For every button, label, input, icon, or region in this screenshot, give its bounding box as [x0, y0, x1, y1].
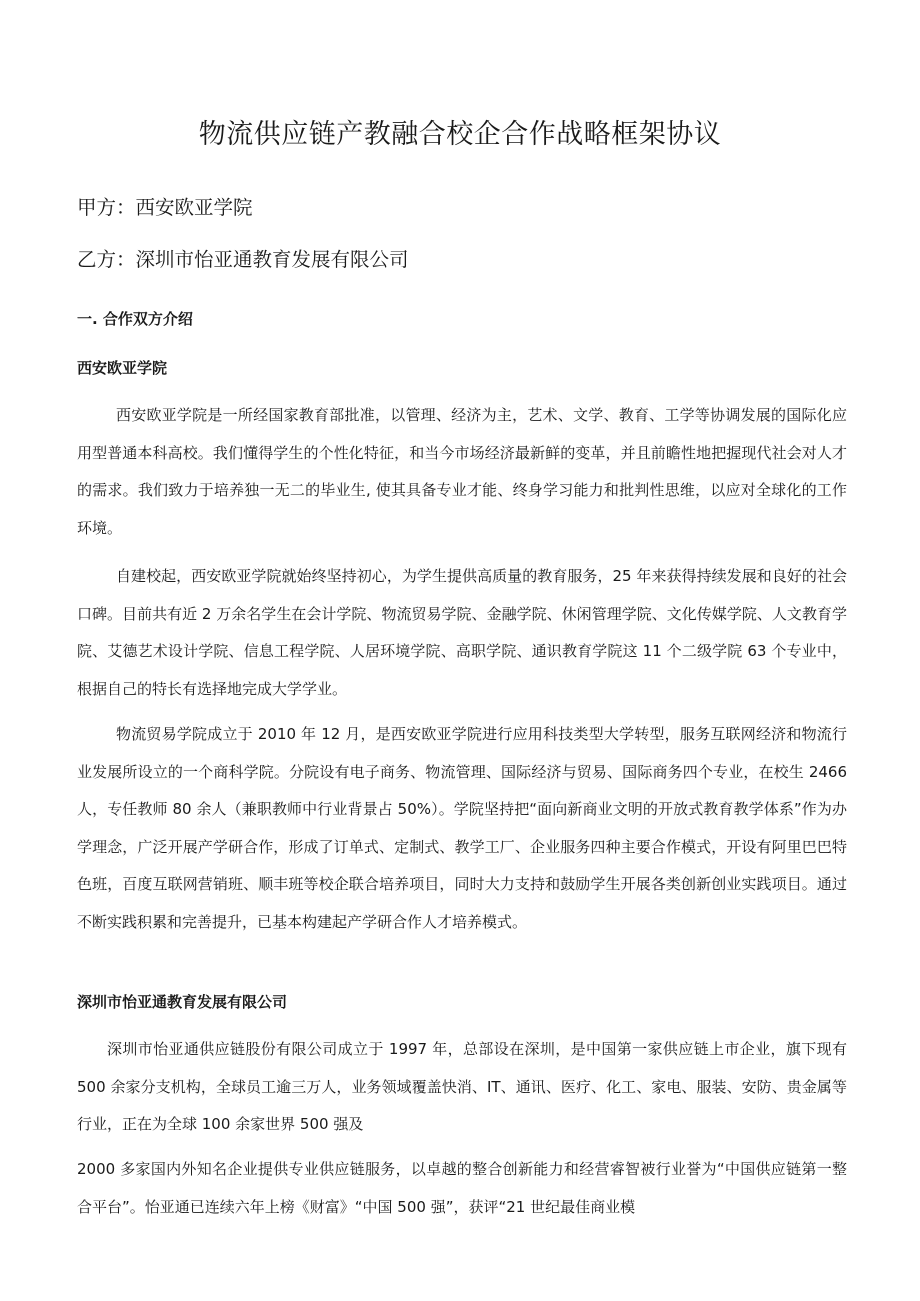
subheading-xian-eurasia: 西安欧亚学院: [77, 359, 168, 377]
document-title: 物流供应链产教融合校企合作战略框架协议: [198, 119, 722, 150]
paragraph: 物流贸易学院成立于 2010 年 12 月，是西安欧亚学院进行应用科技类型大学转型，服务互联网经济和物流行业发展所设立的一个商科学院。分院设有电子商务、物流管理、国际经济与贸易、国际商务四个专业，在校生 2466 人，专任教师 80 余人（兼职教师中行业背景占 50%）。学院坚持把“面向新商业文明的开放式教育教学体系”作为办学理念，广泛开展产学研合作，形成了订单式、定制式、教学工厂、企业服务四种主要合作模式，开设有阿里巴巴特色班，百度互联网营销班、顺丰班等校企联合培养项目，同时大力支持和鼓励学生开展各类创新创业实践项目。通过不断实践积累和完善提升，已基本构建起产学研合作人才培养模式。: [77, 725, 847, 931]
paragraph: 自建校起，西安欧亚学院就始终坚持初心，为学生提供高质量的教育服务，25 年来获得持续发展和良好的社会口碑。目前共有近 2 万余名学生在会计学院、物流贸易学院、金融学院、休闲管理学院、文化传媒学院、人文教育学院、艾德艺术设计学院、信息工程学院、人居环境学院、高职学院、通识教育学院这 11 个二级学院 63 个专业中，根据自己的特长有选择地完成大学学业。: [77, 567, 847, 698]
paragraph: 2000 多家国内外知名企业提供专业供应链服务，以卓越的整合创新能力和经营睿智被行业誉为“中国供应链第一整合平台”。怡亚通已连续六年上榜《财富》“中国 500 强”，获评“21 世纪最佳商业模: [77, 1160, 847, 1216]
party-a: 甲方：西安欧亚学院: [77, 196, 253, 219]
section-heading-intro: 一. 合作双方介绍: [77, 310, 193, 328]
paragraph: 深圳市怡亚通供应链股份有限公司成立于 1997 年，总部设在深圳，是中国第一家供应链上市企业，旗下现有 500 余家分支机构，全球员工逾三万人，业务领域覆盖快消、IT、通讯、医疗、化工、家电、服装、安防、贵金属等行业，正在为全球 100 余家世界 500 强及: [77, 1040, 847, 1133]
subheading-shenzhen-eternal-asia: 深圳市怡亚通教育发展有限公司: [77, 993, 288, 1011]
party-b: 乙方：深圳市怡亚通教育发展有限公司: [77, 248, 409, 271]
paragraph: 西安欧亚学院是一所经国家教育部批准，以管理、经济为主，艺术、文学、教育、工学等协调发展的国际化应用型普通本科高校。我们懂得学生的个性化特征，和当今市场经济最新鲜的变革，并且前瞻性地把握现代社会对人才的需求。我们致力于培养独一无二的毕业生, 使其具备专业才能、终身学习能力和批判性思维，以应对全球化的工作环境。: [77, 406, 847, 537]
